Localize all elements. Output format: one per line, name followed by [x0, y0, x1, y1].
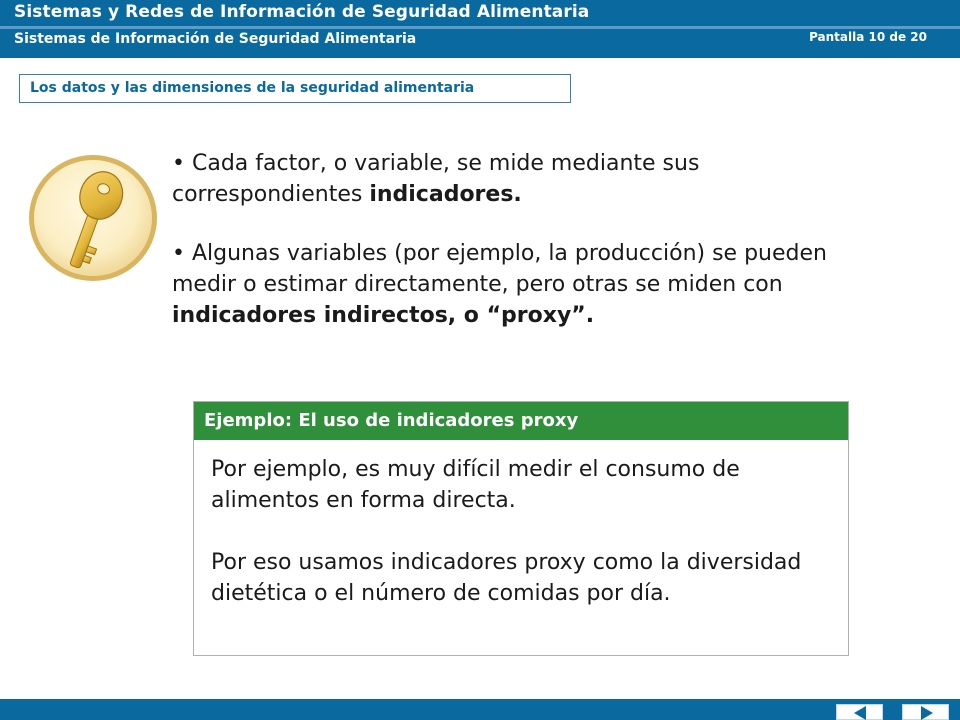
example-heading: Ejemplo: El uso de indicadores proxy: [204, 410, 579, 431]
previous-button[interactable]: [836, 704, 883, 720]
key-icon: [26, 152, 160, 285]
header-divider: [0, 26, 960, 29]
arrow-left-icon: [837, 705, 884, 720]
bullet-bold-text: indicadores.: [369, 182, 522, 207]
module-title: Sistemas de Información de Seguridad Alimentaria: [14, 31, 417, 47]
example-body: [211, 454, 841, 640]
page-indicator: Pantalla 10 de 20: [809, 30, 927, 44]
arrow-right-icon: [903, 705, 950, 720]
example-box: [193, 401, 849, 656]
bullet-item: [172, 238, 892, 331]
footer-bar: [0, 699, 960, 720]
section-title-box: [19, 74, 571, 103]
bullet-dot: •: [172, 151, 192, 176]
bullet-item: [172, 148, 892, 210]
bullet-text: Cada factor, o variable, se mide mediante sus correspondientes: [172, 151, 700, 207]
app-title: Sistemas y Redes de Información de Seguridad Alimentaria: [14, 2, 590, 22]
example-heading-bar: [194, 402, 848, 440]
header-bar: [0, 0, 960, 58]
section-title: Los datos y las dimensiones de la seguridad alimentaria: [30, 80, 475, 96]
bullet-dot: •: [172, 241, 192, 266]
bullet-list: [172, 148, 892, 359]
example-paragraph: Por eso usamos indicadores proxy como la diversidad dietética o el número de comidas por día.: [211, 550, 802, 606]
next-button[interactable]: [902, 704, 949, 720]
example-paragraph: Por ejemplo, es muy difícil medir el consumo de alimentos en forma directa.: [211, 457, 740, 513]
bullet-bold-text: indicadores indirectos, o “proxy”.: [172, 303, 595, 328]
bullet-text: Algunas variables (por ejemplo, la producción) se pueden medir o estimar directamente, pero otras se miden con: [172, 241, 827, 297]
